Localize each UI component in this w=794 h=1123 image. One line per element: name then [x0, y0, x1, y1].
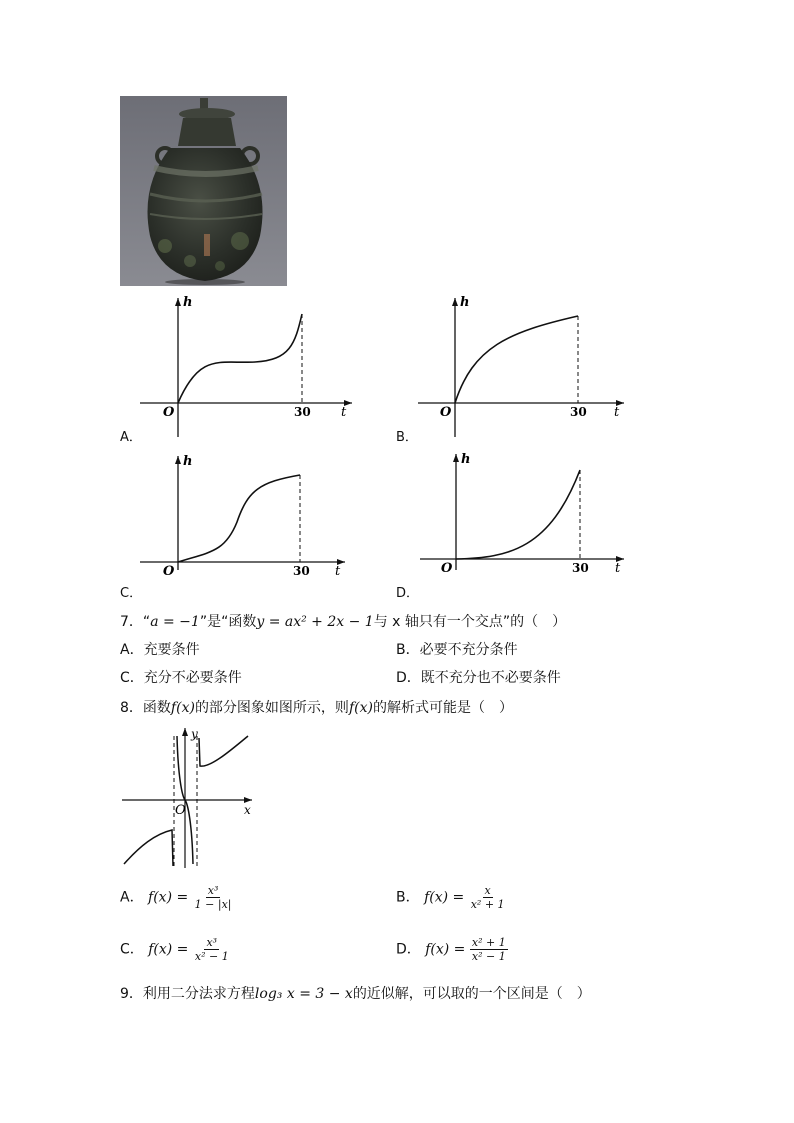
choice-b-label: B． [396, 889, 420, 906]
graph-a-tick-30: 30 [294, 405, 311, 419]
question-9-text-1: 利用二分法求方程 [142, 986, 255, 1002]
choice-c-lhs: f(x) = [148, 941, 189, 958]
question-9-equation: log₃ x = 3 − x [254, 986, 353, 1002]
question-7-function: y = ax² + 2x − 1 [256, 614, 374, 630]
graph-a-curve [178, 314, 302, 403]
question-7-quote-open: “ [142, 614, 151, 630]
question-8-x-label: x [244, 803, 251, 817]
graph-c-h-label: h [183, 454, 193, 469]
question-8-choice-b[interactable] [396, 884, 507, 911]
graph-b-origin: O [440, 405, 452, 420]
question-7-condition: a = −1 [150, 614, 200, 630]
graph-c-curve [178, 475, 300, 562]
question-7-number: 7． [120, 614, 143, 630]
question-9-number: 9． [120, 986, 143, 1002]
question-7 [120, 611, 566, 631]
question-8-y-label: y [191, 727, 198, 741]
graph-c-tick-30: 30 [293, 564, 310, 578]
graph-b [408, 292, 638, 442]
graph-a-h-label: h [183, 295, 193, 310]
question-7-tail-text: 与 x 轴只有一个交点”的（ ） [373, 614, 567, 630]
bronze-vessel-photo [120, 96, 287, 286]
graph-a-label: A． [120, 430, 142, 445]
choice-b-fraction [469, 884, 507, 911]
graph-c-t-label: t [335, 564, 341, 579]
question-8-fx-1: f(x) [170, 700, 195, 716]
question-8-fx-2: f(x) [348, 700, 373, 716]
choice-a-fraction [193, 884, 234, 911]
graph-d-tick-30: 30 [572, 561, 589, 575]
graph-d-origin: O [441, 561, 453, 576]
graph-c-label: C． [120, 586, 143, 601]
question-8-curve-left [124, 830, 173, 866]
graph-a-t-label: t [341, 405, 347, 420]
choice-c-fraction [193, 936, 231, 963]
question-9 [120, 983, 591, 1003]
choice-c-denominator: x² − 1 [194, 950, 229, 963]
question-8-number: 8． [120, 700, 143, 716]
choice-d-lhs: f(x) = [425, 941, 466, 958]
question-7-choice-d[interactable]: D．既不充分也不必要条件 [396, 670, 561, 686]
question-7-choice-b[interactable]: B．必要不充分条件 [396, 642, 518, 658]
choice-c-label: C． [120, 941, 144, 958]
choice-a-label: A． [120, 889, 144, 906]
question-8-origin: O [175, 803, 186, 818]
question-8-curve-right [199, 736, 248, 766]
question-7-choice-c[interactable]: C．充分不必要条件 [120, 670, 242, 686]
question-9-text-2: 的近似解，可以取的一个区间是（ ） [352, 986, 591, 1002]
choice-b-denominator: x² + 1 [470, 898, 505, 911]
choice-b-numerator: x [484, 884, 491, 897]
graph-b-curve [455, 316, 578, 403]
graph-d-label: D． [396, 586, 420, 601]
graph-a-origin: O [163, 405, 175, 420]
graph-b-t-label: t [614, 405, 620, 420]
choice-b-lhs: f(x) = [424, 889, 465, 906]
choice-d-denominator: x² − 1 [471, 950, 506, 963]
graph-d-t-label: t [615, 561, 621, 576]
choice-a-lhs: f(x) = [148, 889, 189, 906]
question-8-choice-d[interactable] [396, 936, 508, 963]
question-8-text-1: 函数 [142, 700, 171, 716]
question-8 [120, 697, 513, 717]
question-8-choice-c[interactable] [120, 936, 231, 963]
graph-a [130, 292, 360, 442]
graph-d [410, 450, 640, 585]
choice-a-denominator: 1 − |x| [194, 898, 232, 911]
graph-b-tick-30: 30 [570, 405, 587, 419]
question-7-mid-text: ”是“函数 [199, 614, 257, 630]
choice-d-fraction [470, 936, 508, 963]
graph-d-h-label: h [461, 452, 471, 467]
graph-c-origin: O [163, 564, 175, 579]
question-8-graph [120, 726, 260, 871]
question-8-choice-a[interactable] [120, 884, 234, 911]
question-7-choice-a[interactable]: A．充要条件 [120, 642, 200, 658]
question-8-text-3: 的解析式可能是（ ） [372, 700, 513, 716]
graph-d-curve [456, 470, 580, 559]
choice-a-numerator: x³ [207, 884, 219, 897]
graph-c [130, 452, 360, 587]
choice-c-numerator: x³ [206, 936, 218, 949]
graph-b-label: B． [396, 430, 418, 445]
choice-d-label: D． [396, 941, 421, 958]
graph-b-h-label: h [460, 295, 470, 310]
choice-d-numerator: x² + 1 [471, 936, 506, 949]
question-8-text-2: 的部分图象如图所示，则 [194, 700, 349, 716]
